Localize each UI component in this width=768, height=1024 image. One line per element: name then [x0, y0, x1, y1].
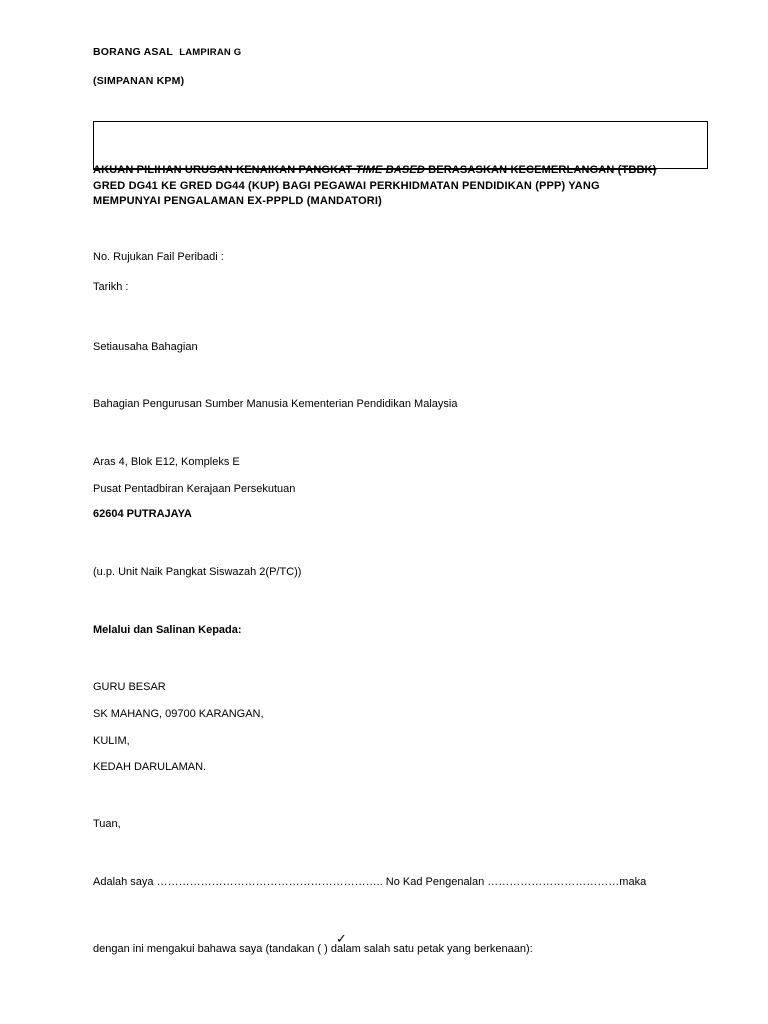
title-line-2: GRED DG41 KE GRED DG44 (KUP) BAGI PEGAWAI PERKHIDMATAN PENDIDIKAN (PPP) YANG — [93, 179, 600, 192]
title-line-1-part-1: AKUAN PILIHAN URUSAN KENAIKAN PANGKAT — [93, 164, 356, 176]
title-line-1 — [93, 163, 703, 179]
recipient-line-5: 62604 PUTRAJAYA — [93, 508, 192, 520]
via-line-4: KEDAH DARULAMAN. — [93, 761, 207, 773]
title-line-1-part-2: BERASASKAN KECEMERLANGAN (TBBK) — [424, 164, 657, 176]
file-reference-label: No. Rujukan Fail Peribadi : — [93, 251, 224, 263]
recipient-line-2: Bahagian Pengurusan Sumber Manusia Kementerian Pendidikan Malaysia — [93, 398, 458, 410]
date-label: Tarikh : — [93, 281, 129, 293]
via-line-2: SK MAHANG, 09700 KARANGAN, — [93, 708, 264, 720]
form-header-line — [93, 46, 241, 59]
via-line-3: KULIM, — [93, 735, 130, 747]
recipient-line-1: Setiausaha Bahagian — [93, 341, 198, 353]
attachment-label: LAMPIRAN G — [179, 47, 242, 58]
copy-label: (SIMPANAN KPM) — [93, 75, 185, 87]
declaration-line: Adalah saya …………………………………………………….. No Kad Pengenalan ………………………………maka — [93, 876, 647, 888]
instruction-line: dengan ini mengakui bahawa saya (tandakan ( ) dalam salah satu petak yang berkenaan): — [93, 943, 533, 955]
form-label: BORANG ASAL — [93, 46, 173, 58]
title-box — [93, 121, 708, 169]
via-line-1: GURU BESAR — [93, 681, 166, 693]
title-line-1-italic: TIME BASED — [355, 164, 425, 176]
via-heading: Melalui dan Salinan Kepada: — [93, 624, 242, 636]
recipient-line-4: Pusat Pentadbiran Kerajaan Persekutuan — [93, 483, 296, 495]
recipient-line-3: Aras 4, Blok E12, Kompleks E — [93, 456, 240, 468]
checkmark-icon: ✓ — [336, 931, 347, 946]
title-line-3: MEMPUNYAI PENGALAMAN EX-PPPLD (MANDATORI) — [93, 195, 382, 207]
document-title — [93, 163, 703, 210]
salutation: Tuan, — [93, 818, 121, 830]
attention-line: (u.p. Unit Naik Pangkat Siswazah 2(P/TC)) — [93, 566, 302, 578]
